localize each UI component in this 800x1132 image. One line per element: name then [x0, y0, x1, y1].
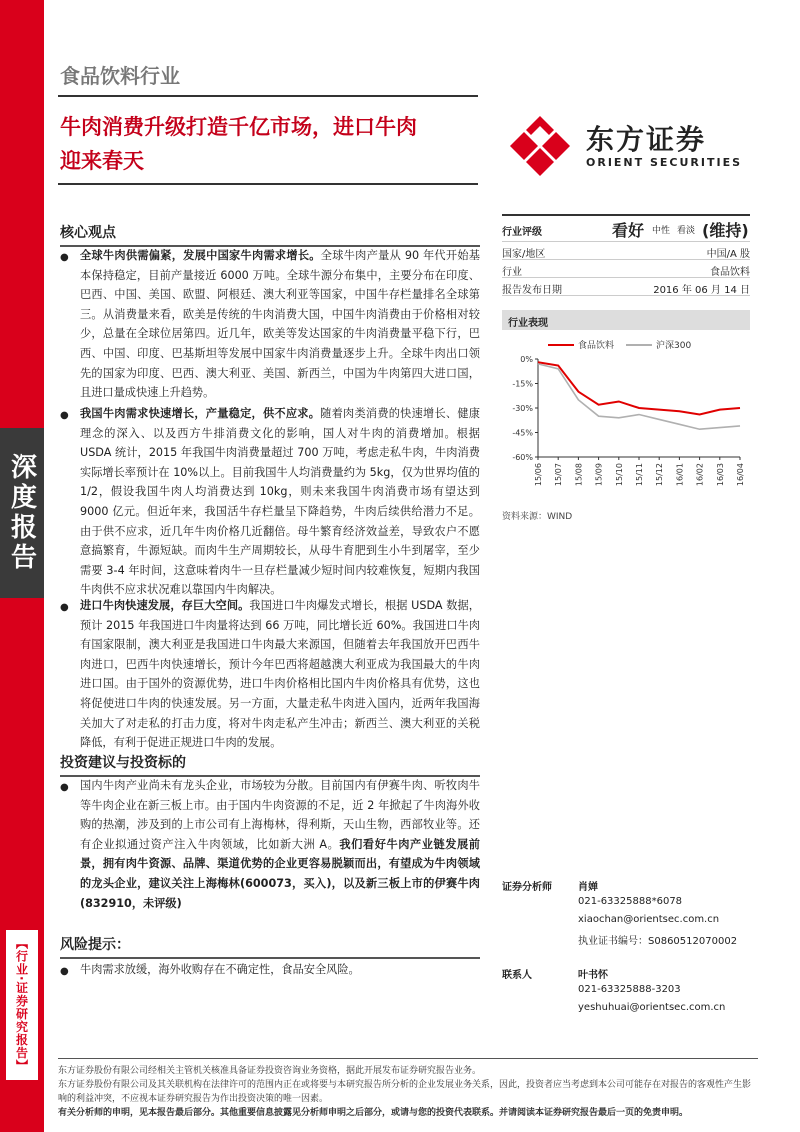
title-line-1: 牛肉消费升级打造千亿市场，进口牛肉: [60, 115, 417, 139]
core-p2-lead: 我国牛肉需求快速增长，产量稳定，供不应求。: [80, 407, 321, 420]
x-tick-label: 16/04: [736, 463, 745, 487]
risk-heading-rule: [60, 957, 480, 959]
title-rule: [58, 183, 478, 185]
region-value: 中国/A 股: [706, 249, 750, 260]
sector-row: [502, 260, 750, 278]
x-tick-label: 15/10: [614, 463, 624, 487]
region-row: [502, 242, 750, 260]
series-line-food-beverage: [538, 362, 740, 414]
core-p1-lead: 全球牛肉供需偏紧，发展中国家牛肉需求增长。: [80, 249, 321, 262]
core-heading-text: 核心观点: [60, 225, 116, 241]
core-p1-body: 全球牛肉产量从 90 年代开始基本保持稳定，目前产量接近 6000 万吨。全球牛源分布集中，主要分布在印度、巴西、中国、美国、欧盟、阿根廷、澳大利亚等国家，中国牛存栏量排名全球第三。从消费量来看，欧美是传统的牛肉消费大国，中国牛肉消费由于价格相对较少，总量在全球位居第四。近几年，欧美等发达国家的牛肉消费量平稳下行，巴西、中国、印度、巴基斯坦等发展中国家牛肉消费量逐步上升。全球牛肉出口领先的国家为印度、巴西、澳大利亚、美国、新西兰，中国为牛肉第四大进口国，且进口量成快速上升趋势。: [80, 249, 480, 400]
left-sidebar: [0, 0, 44, 1132]
x-tick-label: 16/01: [675, 463, 685, 487]
bullet-icon: ●: [60, 410, 69, 421]
contact-name: 叶书怀: [578, 970, 608, 981]
x-tick-label: 15/09: [594, 463, 604, 487]
report-type-label: 深度报告: [0, 428, 44, 598]
risk-heading: [60, 934, 130, 954]
y-tick-label: -45%: [512, 428, 533, 438]
legend-label: 沪深300: [656, 341, 692, 351]
contact-email[interactable]: yeshuhuai@orientsec.com.cn: [578, 1002, 726, 1013]
report-title: [60, 110, 480, 178]
date-label: 报告发布日期: [502, 285, 562, 296]
footer-rule: [58, 1058, 758, 1059]
title-line-2: 迎来春天: [60, 149, 144, 173]
bullet-icon: ●: [60, 602, 69, 613]
sector-value: 食品饮料: [710, 267, 750, 278]
performance-chart: [502, 335, 750, 505]
core-paragraph-3: [80, 596, 480, 753]
risk-paragraph: 牛肉需求放缓，海外收购存在不确定性，食品安全风险。: [80, 963, 360, 976]
sidebar-top-band: [0, 0, 44, 428]
header-rule: [58, 95, 478, 97]
y-tick-label: 0%: [520, 355, 533, 364]
invest-heading-text: 投资建议与投资标的: [60, 755, 186, 771]
bullet-icon: ●: [60, 252, 69, 263]
analyst-phone: 021-63325888*6078: [578, 896, 683, 907]
series-line-hs300: [538, 364, 740, 429]
bullet-icon: ●: [60, 966, 69, 977]
core-paragraph-1: [80, 246, 480, 403]
invest-paragraph: [80, 776, 480, 913]
y-tick-label: -15%: [512, 379, 533, 389]
bullet-icon: ●: [60, 782, 69, 793]
invest-p1-conclusion: 我们看好牛肉产业链发展前景，拥有肉牛资源、品牌、渠道优势的企业更容易脱颖而出，有望成为牛肉领域的龙头企业，建议关注上海梅林(600073，买入)，以及新三板上市的伊赛牛肉(832910，未评级): [80, 837, 480, 910]
risk-heading-text: 风险提示：: [60, 937, 130, 953]
x-tick-label: 16/02: [695, 463, 705, 487]
rating-option-neutral: 中性: [652, 226, 671, 236]
core-p2-body: 随着肉类消费的快速增长、健康理念的深入、以及西方牛排消费文化的影响，国人对牛肉的消费增加。根据 USDA 统计，2015 年我国牛肉消费量超过 700 万吨，考虑走私牛肉，牛肉消费实际增长率预计在 10%以上。目前我国牛人均消费量约为 5kg，仅为世界均值的 1/2，假设我国牛肉人均消费达到 10kg，则未来我国牛肉消费市场有望达到 9000 亿元。但近年来，我国活牛存栏量呈下降趋势，牛肉后续供给潜力不足。由于供不应求，近几年牛肉价格几近翻倍。母牛繁育经济效益差，导致农户不愿意搞繁育，牛源短缺。而肉牛生产周期较长，从母牛育肥到生小牛到屠宰，至少需要 3-4 年时间，这意味着肉牛一旦存栏量减少短时间内较难恢复，短期内我国牛肉供不应求状况难以靠国内牛肉解决。: [80, 407, 480, 597]
x-tick-label: 15/06: [534, 463, 543, 487]
performance-heading: 行业表现: [502, 310, 750, 330]
core-heading: [60, 222, 116, 242]
x-tick-label: 15/08: [574, 463, 584, 487]
analyst-cert: 执业证书编号：S0860512070002: [578, 936, 738, 947]
date-row: [502, 278, 750, 296]
logo-chinese-text: 东方证券: [586, 123, 707, 156]
sector-label: 行业: [502, 267, 522, 278]
legend-label: 食品饮料: [578, 341, 615, 351]
footer-line-2: 东方证券股份有限公司及其关联机构在法律许可的范围内正在或将要与本研究报告所分析的企业发展业务关系，因此，投资者应当考虑到本公司可能存在对报告的客观性产生影响的利益冲突，不应视本证券研究报告为作出投资决策的唯一因素。: [58, 1080, 752, 1104]
core-p3-body: 我国进口牛肉爆发式增长，根据 USDA 数据，预计 2015 年我国进口牛肉量将达到 66 万吨，同比增长近 60%。我国进口牛肉有国家限制，澳大利亚是我国进口牛肉最大来源国，但随着去年我国放开巴西牛肉进口，巴西牛肉快速增长，预计今年巴西将超越澳大利亚成为我国最大的牛肉进口国。由于国外的资源优势，进口牛肉价格相比国内牛肉价格具有优势，这也将促使进口牛肉的快速发展。另一方面，大量走私牛肉进入国内，近两年我国海关加大了对走私的打击力度，将对牛肉走私产生冲击；新西兰、澳大利亚的关税降低，有利于促进正规进口牛肉的发展。: [80, 599, 480, 750]
x-tick-label: 15/07: [554, 463, 564, 487]
rating-row: [502, 220, 750, 242]
disclaimer-footer: [58, 1064, 758, 1120]
company-logo: [508, 110, 748, 180]
invest-heading: [60, 752, 186, 772]
industry-name: 食品饮料行业: [60, 64, 180, 88]
x-tick-label: 15/11: [635, 463, 644, 487]
invest-p1-body: 国内牛肉产业尚未有龙头企业，市场较为分散。目前国内有伊赛牛肉、听牧肉牛等牛肉企业在新三板上市。由于国内牛肉资源的不足，近 2 年掀起了牛肉海外收购的热潮，涉及到的上市公司有上海梅林，得利斯，天山生物，西部牧业等。还有企业拟通过资产注入牛肉领域，比如新大洲 A。: [80, 779, 480, 851]
analyst-name: 肖婵: [578, 882, 598, 893]
y-tick-label: -60%: [512, 453, 533, 462]
footer-line-1: 东方证券股份有限公司经相关主管机关核准具备证券投资咨询业务资格，据此开展发布证券研究报告业务。: [58, 1066, 482, 1076]
x-tick-label: 15/12: [655, 463, 665, 487]
rating-value: 看好: [612, 221, 645, 240]
rating-label: 行业评级: [502, 227, 542, 238]
rating-maintain: (维持): [702, 221, 749, 240]
chart-source: 资料来源：WIND: [502, 512, 573, 522]
region-label: 国家/地区: [502, 249, 546, 260]
core-paragraph-2: [80, 404, 480, 600]
analyst-email[interactable]: xiaochan@orientsec.com.cn: [578, 914, 720, 925]
contact-phone: 021-63325888-3203: [578, 984, 681, 995]
date-value: 2016 年 06 月 14 日: [653, 285, 750, 296]
rating-option-negative: 看淡: [677, 226, 696, 236]
contact-label: 联系人: [502, 970, 532, 981]
orient-logo-icon: [508, 114, 572, 178]
core-p3-lead: 进口牛肉快速发展，存巨大空间。: [80, 599, 250, 612]
analyst-label: 证券分析师: [502, 882, 552, 893]
x-tick-label: 16/03: [715, 463, 725, 487]
logo-english-text: ORIENT SECURITIES: [586, 156, 743, 169]
report-category-label: 【行业·证券研究报告】: [6, 930, 38, 1080]
y-tick-label: -30%: [512, 404, 533, 413]
footer-line-3: 有关分析师的申明，见本报告最后部分。其他重要信息披露见分析师申明之后部分，或请与您的投资代表联系。并请阅读本证券研究报告最后一页的免责申明。: [58, 1108, 689, 1118]
rating-top-rule: [502, 214, 750, 216]
